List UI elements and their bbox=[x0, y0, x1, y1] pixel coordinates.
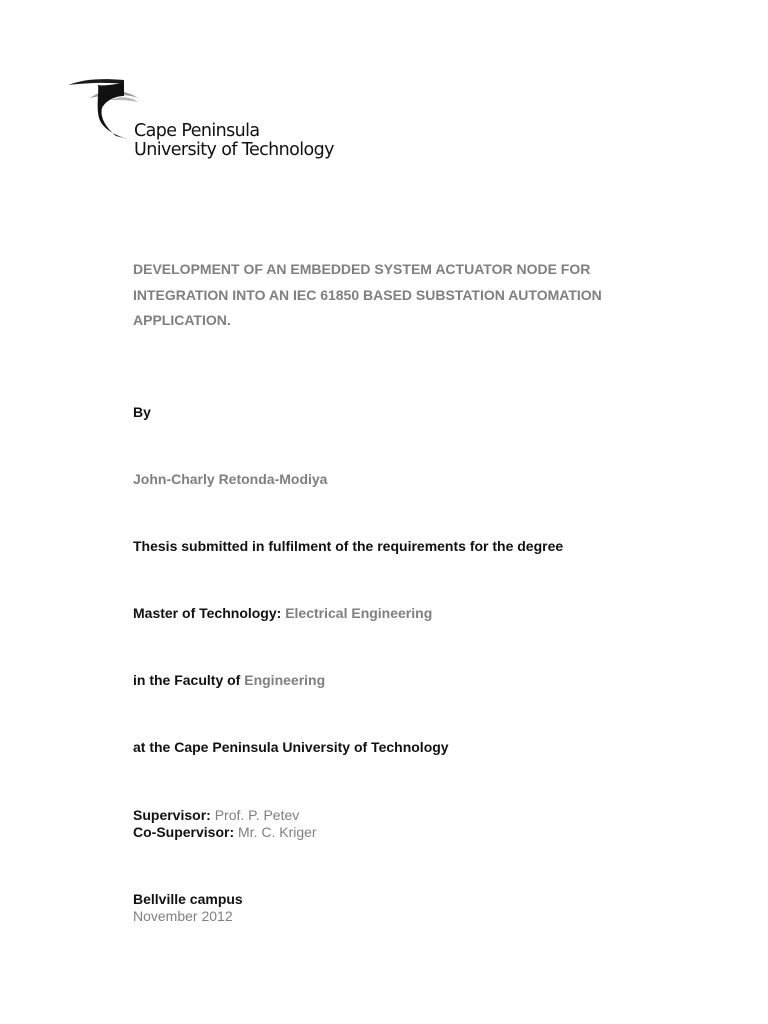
degree-label: Master of Technology: bbox=[133, 605, 286, 621]
co-supervisor-value: Mr. C. Kriger bbox=[238, 824, 317, 840]
author-name: John-Charly Retonda-Modiya bbox=[133, 471, 328, 487]
thesis-title: DEVELOPMENT OF AN EMBEDDED SYSTEM ACTUATOR NODE FOR INTEGRATION INTO AN IEC 61850 BASED SUBSTATION AUTOMATION APPLICATION. bbox=[133, 261, 602, 328]
supervisor-value: Prof. P. Petev bbox=[214, 807, 300, 823]
university-name bbox=[134, 122, 334, 160]
university-name-line1: Cape Peninsula bbox=[134, 121, 260, 141]
faculty-label: in the Faculty of bbox=[133, 672, 245, 688]
date: November 2012 bbox=[133, 908, 233, 924]
university-logo bbox=[66, 76, 346, 168]
degree-value: Electrical Engineering bbox=[285, 605, 433, 621]
co-supervisor-line bbox=[133, 824, 317, 841]
campus: Bellville campus bbox=[133, 891, 243, 907]
faculty-line bbox=[133, 672, 325, 689]
supervisor-line bbox=[133, 807, 299, 824]
institution-line: at the Cape Peninsula University of Technology bbox=[133, 739, 449, 755]
cput-emblem-icon bbox=[66, 76, 138, 142]
co-supervisor-label: Co-Supervisor: bbox=[133, 824, 239, 840]
faculty-value: Engineering bbox=[244, 672, 326, 688]
university-name-line2: University of Technology bbox=[134, 140, 334, 160]
supervisor-label: Supervisor: bbox=[133, 807, 215, 823]
thesis-statement: Thesis submitted in fulfilment of the requirements for the degree bbox=[133, 538, 564, 554]
by-label: By bbox=[133, 404, 151, 420]
degree-line bbox=[133, 605, 432, 622]
